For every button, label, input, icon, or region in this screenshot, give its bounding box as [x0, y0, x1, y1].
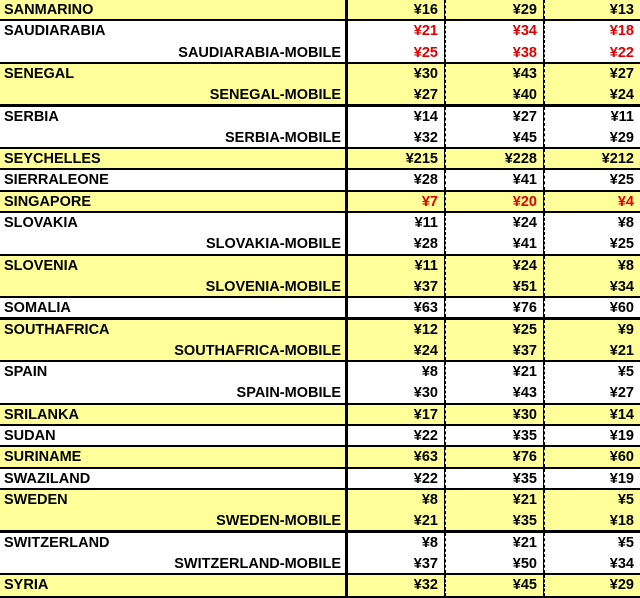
price-cell: [446, 213, 543, 254]
price-value: ¥34: [512, 23, 537, 40]
column-divider: [544, 533, 545, 574]
price-cell: [348, 447, 444, 466]
country-label: SOMALIA: [4, 300, 71, 317]
column-divider: [445, 575, 446, 596]
table-row: [0, 256, 640, 297]
price-value: ¥18: [609, 513, 634, 530]
mobile-label: SLOVAKIA-MOBILE: [205, 236, 341, 253]
price-cell: [348, 320, 444, 361]
table-row: [0, 0, 640, 19]
price-cell: [545, 447, 640, 466]
price-cell: [348, 490, 444, 531]
name-cell: [0, 298, 345, 317]
price-value: ¥63: [413, 449, 438, 466]
column-divider: [445, 405, 446, 424]
column-divider: [544, 170, 545, 189]
column-divider: [445, 298, 446, 317]
price-value: ¥28: [413, 236, 438, 253]
table-row: [0, 213, 640, 254]
price-cell: [348, 192, 444, 211]
table-row: [0, 405, 640, 424]
price-value: ¥51: [512, 278, 537, 295]
price-cell: [348, 21, 444, 62]
price-value: ¥27: [512, 108, 537, 125]
name-cell: [0, 64, 345, 105]
name-cell: [0, 362, 345, 403]
country-label: SRILANKA: [4, 406, 79, 423]
country-label: SPAIN: [4, 364, 48, 381]
price-cell: [446, 256, 543, 297]
price-value: ¥41: [512, 172, 537, 189]
price-value: ¥22: [609, 44, 634, 61]
price-cell: [545, 21, 640, 62]
price-value: ¥21: [512, 491, 537, 508]
country-label: SURINAME: [4, 449, 82, 466]
price-cell: [545, 192, 640, 211]
name-cell: [0, 533, 345, 574]
price-value: ¥11: [414, 215, 438, 231]
price-cell: [545, 362, 640, 403]
column-divider: [544, 405, 545, 424]
mobile-label: SERBIA-MOBILE: [225, 129, 341, 146]
price-cell: [545, 405, 640, 424]
name-cell: [0, 21, 345, 62]
price-value: ¥38: [512, 44, 537, 61]
price-value: ¥17: [413, 406, 438, 423]
price-value: ¥5: [617, 534, 634, 551]
price-cell: [348, 149, 444, 168]
price-value: ¥14: [609, 406, 634, 423]
price-value: ¥21: [413, 513, 438, 530]
price-value: ¥29: [609, 577, 634, 594]
price-cell: [545, 320, 640, 361]
price-value: ¥18: [609, 23, 634, 40]
price-value: ¥34: [609, 278, 634, 295]
column-divider: [445, 213, 446, 254]
price-cell: [545, 426, 640, 445]
column-divider: [445, 170, 446, 189]
price-cell: [545, 533, 640, 574]
country-label: SYRIA: [4, 577, 49, 594]
price-cell: [348, 170, 444, 189]
name-cell: [0, 213, 345, 254]
price-value: ¥45: [512, 577, 537, 594]
table-row: [0, 362, 640, 403]
column-divider: [445, 149, 446, 168]
price-value: ¥14: [413, 108, 438, 125]
price-cell: [348, 107, 444, 148]
price-value: ¥22: [413, 470, 438, 487]
price-value: ¥8: [421, 364, 438, 381]
price-cell: [348, 469, 444, 488]
price-value: ¥30: [413, 65, 438, 82]
price-value: ¥19: [609, 470, 634, 487]
price-cell: [446, 192, 543, 211]
price-value: ¥28: [413, 172, 438, 189]
price-value: ¥21: [512, 534, 537, 551]
price-cell: [446, 0, 543, 19]
price-value: ¥21: [512, 364, 537, 381]
price-value: ¥24: [512, 215, 537, 231]
country-label: SIERRALEONE: [4, 172, 109, 189]
price-cell: [545, 170, 640, 189]
price-value: ¥43: [512, 385, 537, 402]
price-value: ¥30: [413, 385, 438, 402]
mobile-label: SENEGAL-MOBILE: [209, 87, 341, 104]
column-divider: [544, 213, 545, 254]
price-value: ¥16: [413, 2, 438, 18]
price-cell: [446, 107, 543, 148]
price-cell: [348, 256, 444, 297]
price-cell: [446, 575, 543, 596]
price-value: ¥25: [512, 321, 537, 338]
column-divider: [445, 0, 446, 19]
column-divider: [544, 21, 545, 62]
column-divider: [544, 149, 545, 168]
price-cell: [348, 0, 444, 19]
price-value: ¥50: [512, 555, 537, 572]
column-divider: [544, 64, 545, 105]
price-value: ¥4: [617, 193, 634, 210]
column-divider: [544, 362, 545, 403]
price-value: ¥8: [421, 534, 438, 551]
price-cell: [545, 149, 640, 168]
price-cell: [545, 256, 640, 297]
table-row: [0, 170, 640, 189]
price-cell: [545, 213, 640, 254]
name-cell: [0, 320, 345, 361]
mobile-label: SLOVENIA-MOBILE: [205, 278, 341, 295]
price-cell: [446, 362, 543, 403]
price-value: ¥32: [413, 129, 438, 146]
price-value: ¥76: [512, 300, 537, 317]
price-value: ¥37: [413, 278, 438, 295]
price-value: ¥8: [421, 491, 438, 508]
column-divider: [544, 469, 545, 488]
price-cell: [348, 213, 444, 254]
price-value: ¥41: [512, 236, 537, 253]
price-value: ¥8: [617, 257, 634, 274]
price-value: ¥60: [609, 300, 634, 317]
price-value: ¥5: [617, 364, 634, 381]
price-value: ¥11: [610, 108, 634, 125]
name-cell: [0, 426, 345, 445]
mobile-label: SAUDIARABIA-MOBILE: [178, 44, 341, 61]
price-cell: [545, 107, 640, 148]
price-cell: [348, 405, 444, 424]
price-cell: [348, 64, 444, 105]
price-cell: [348, 575, 444, 596]
name-cell: [0, 256, 345, 297]
mobile-label: SWEDEN-MOBILE: [216, 513, 341, 530]
country-label: SEYCHELLES: [4, 151, 101, 168]
price-value: ¥228: [504, 151, 537, 168]
price-value: ¥29: [609, 129, 634, 146]
column-divider: [544, 575, 545, 596]
price-value: ¥35: [512, 513, 537, 530]
price-value: ¥25: [413, 44, 438, 61]
column-divider: [445, 426, 446, 445]
table-row: [0, 149, 640, 168]
column-divider: [544, 192, 545, 211]
price-value: ¥27: [609, 65, 634, 82]
column-divider: [544, 447, 545, 466]
price-cell: [446, 21, 543, 62]
price-cell: [446, 298, 543, 317]
price-cell: [446, 490, 543, 531]
price-cell: [446, 149, 543, 168]
price-cell: [348, 426, 444, 445]
name-cell: [0, 149, 345, 168]
price-value: ¥40: [512, 87, 537, 104]
column-divider: [445, 64, 446, 105]
table-row: [0, 320, 640, 361]
country-label: SERBIA: [4, 108, 59, 125]
price-cell: [348, 533, 444, 574]
country-label: SUDAN: [4, 428, 56, 444]
price-cell: [545, 469, 640, 488]
price-cell: [446, 405, 543, 424]
price-value: ¥76: [512, 449, 537, 466]
price-value: ¥215: [405, 151, 438, 168]
price-value: ¥212: [601, 151, 634, 168]
column-divider: [445, 256, 446, 297]
price-value: ¥24: [512, 257, 537, 274]
price-cell: [446, 533, 543, 574]
price-value: ¥22: [413, 428, 438, 444]
price-value: ¥25: [609, 172, 634, 189]
country-label: SLOVENIA: [4, 257, 79, 274]
column-divider: [544, 320, 545, 361]
column-divider: [544, 298, 545, 317]
name-cell: [0, 107, 345, 148]
price-cell: [446, 447, 543, 466]
price-value: ¥27: [413, 87, 438, 104]
price-value: ¥29: [512, 2, 537, 18]
country-label: SLOVAKIA: [4, 215, 78, 231]
column-divider: [445, 533, 446, 574]
column-divider: [544, 107, 545, 148]
table-row: [0, 107, 640, 148]
name-cell: [0, 490, 345, 531]
country-label: SENEGAL: [4, 65, 75, 82]
price-cell: [348, 362, 444, 403]
price-value: ¥24: [609, 87, 634, 104]
table-row: [0, 64, 640, 105]
price-value: ¥37: [413, 555, 438, 572]
price-cell: [446, 426, 543, 445]
price-value: ¥8: [617, 215, 634, 231]
mobile-label: SOUTHAFRICA-MOBILE: [174, 342, 341, 359]
price-value: ¥45: [512, 129, 537, 146]
column-divider: [544, 426, 545, 445]
price-value: ¥43: [512, 65, 537, 82]
price-value: ¥20: [512, 193, 537, 210]
price-cell: [446, 469, 543, 488]
name-cell: [0, 405, 345, 424]
price-cell: [446, 64, 543, 105]
price-value: ¥21: [413, 23, 438, 40]
mobile-label: SWITZERLAND-MOBILE: [174, 555, 341, 572]
price-cell: [545, 298, 640, 317]
price-value: ¥35: [512, 428, 537, 444]
name-cell: [0, 192, 345, 211]
price-value: ¥27: [609, 385, 634, 402]
country-label: SWAZILAND: [4, 470, 91, 487]
column-divider: [445, 490, 446, 531]
table-row: [0, 426, 640, 445]
price-value: ¥5: [617, 491, 634, 508]
column-divider: [445, 362, 446, 403]
column-divider: [544, 256, 545, 297]
price-value: ¥35: [512, 470, 537, 487]
country-label: SOUTHAFRICA: [4, 321, 110, 338]
price-value: ¥60: [609, 449, 634, 466]
table-row: [0, 575, 640, 596]
name-cell: [0, 575, 345, 596]
country-label: SAUDIARABIA: [4, 23, 106, 40]
price-value: ¥11: [414, 257, 438, 274]
price-cell: [545, 0, 640, 19]
table-row: [0, 298, 640, 317]
price-value: ¥30: [512, 406, 537, 423]
country-label: SWITZERLAND: [4, 534, 110, 551]
column-divider: [544, 490, 545, 531]
table-row: [0, 533, 640, 574]
column-divider: [445, 469, 446, 488]
column-divider: [445, 107, 446, 148]
price-value: ¥37: [512, 342, 537, 359]
table-row: [0, 469, 640, 488]
price-value: ¥13: [609, 2, 634, 18]
column-divider: [445, 21, 446, 62]
name-cell: [0, 469, 345, 488]
price-value: ¥34: [609, 555, 634, 572]
country-label: SINGAPORE: [4, 193, 92, 210]
name-cell: [0, 170, 345, 189]
price-cell: [545, 575, 640, 596]
price-cell: [545, 490, 640, 531]
price-cell: [348, 298, 444, 317]
price-cell: [446, 320, 543, 361]
table-row: [0, 490, 640, 531]
table-row: [0, 447, 640, 466]
column-divider: [544, 0, 545, 19]
country-label: SANMARINO: [4, 2, 94, 18]
column-divider: [445, 320, 446, 361]
table-row: [0, 192, 640, 211]
country-label: SWEDEN: [4, 491, 68, 508]
price-value: ¥24: [413, 342, 438, 359]
price-value: ¥32: [413, 577, 438, 594]
price-value: ¥21: [609, 342, 634, 359]
table-row: [0, 21, 640, 62]
mobile-label: SPAIN-MOBILE: [236, 385, 341, 402]
column-divider: [445, 192, 446, 211]
price-cell: [446, 170, 543, 189]
price-value: ¥19: [609, 428, 634, 444]
price-value: ¥25: [609, 236, 634, 253]
price-value: ¥9: [617, 321, 634, 338]
price-value: ¥12: [413, 321, 438, 338]
price-value: ¥7: [421, 193, 438, 210]
name-cell: [0, 447, 345, 466]
column-divider: [445, 447, 446, 466]
price-cell: [545, 64, 640, 105]
name-cell: [0, 0, 345, 19]
price-value: ¥63: [413, 300, 438, 317]
